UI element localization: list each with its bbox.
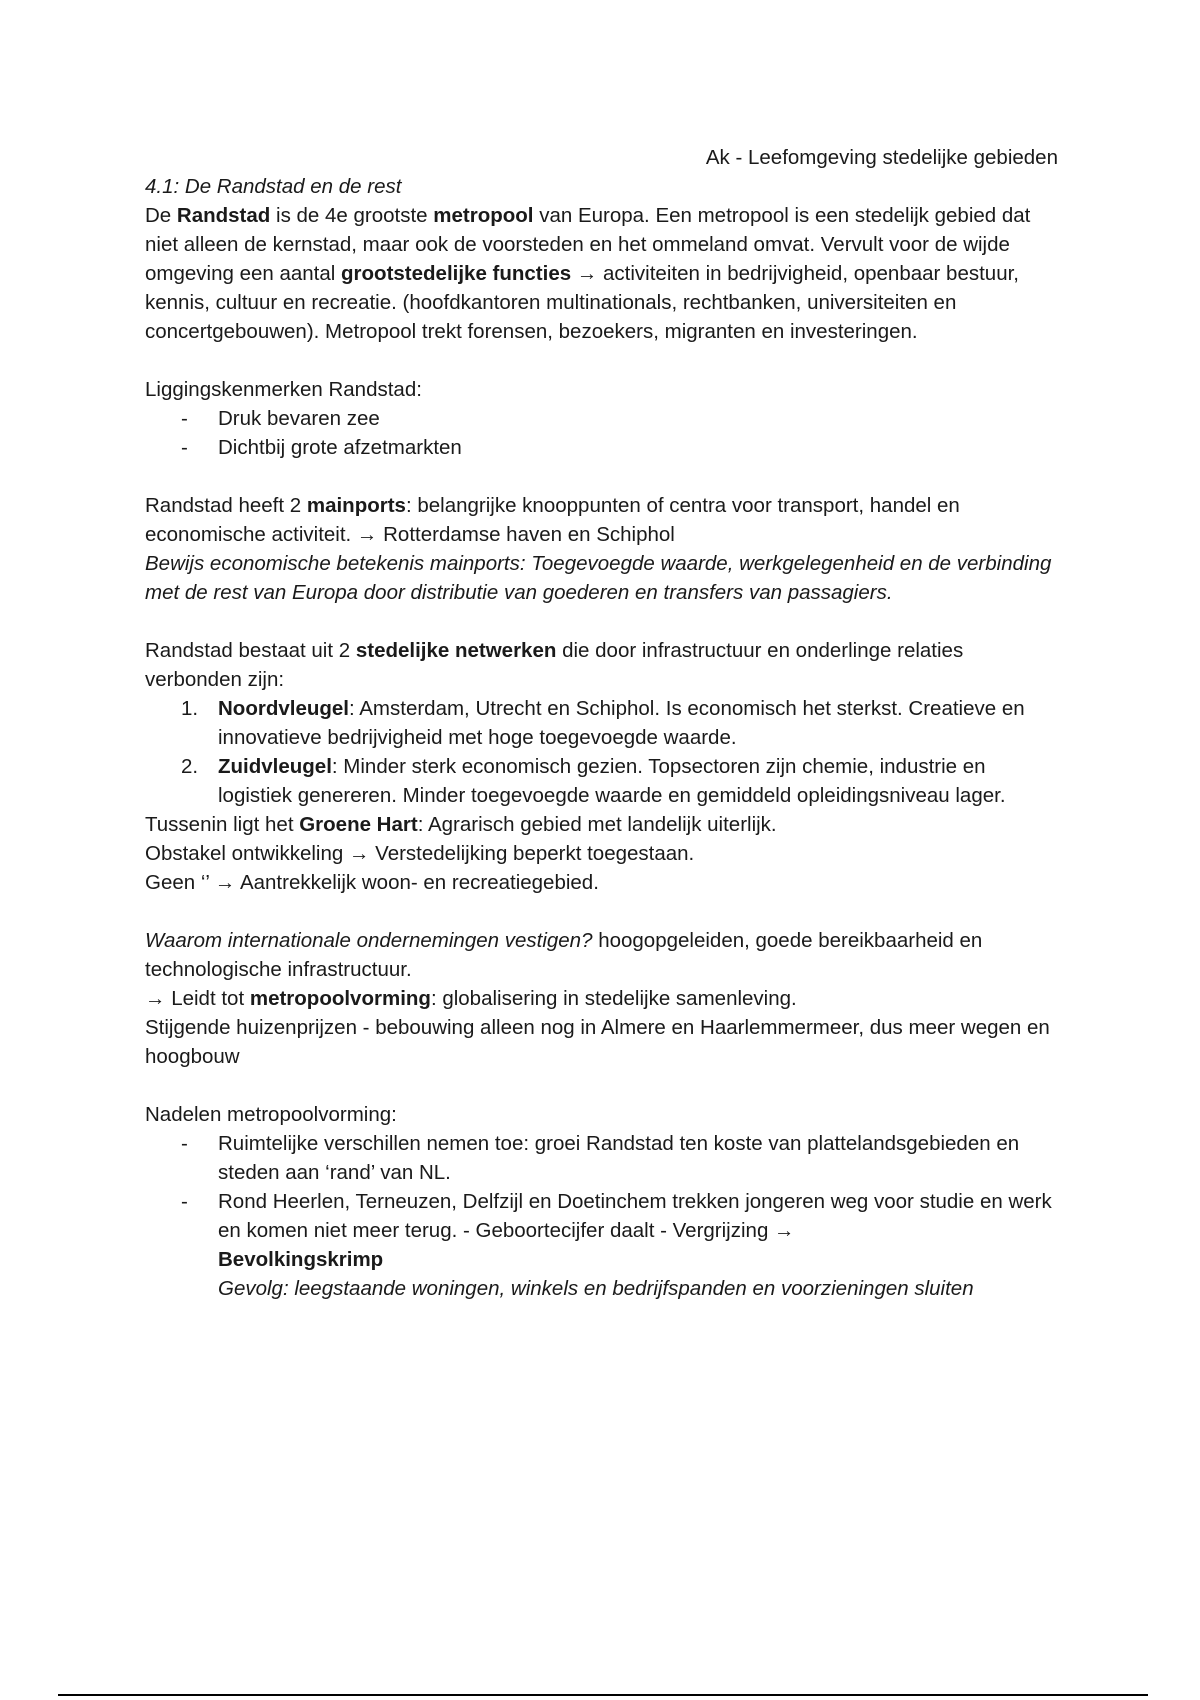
nadelen-list <box>145 1129 1065 1303</box>
page-header-title: Ak - Leefomgeving stedelijke gebieden <box>705 146 1058 169</box>
document-body <box>145 172 1065 1303</box>
mainports-paragraph: Randstad heeft 2 mainports: belangrijke knooppunten of centra voor transport, handel en economische activiteit. → Rotterdamse haven en Schiphol <box>145 494 960 546</box>
groene-hart-line: Tussenin ligt het Groene Hart: Agrarisch gebied met landelijk uiterlijk. <box>145 813 777 836</box>
mainports-proof: Bewijs economische betekenis mainports: Toegevoegde waarde, werkgelegenheid en de verbinding met de rest van Europa door distributie van goederen en transfers van passagiers. <box>145 552 1052 604</box>
ligging-title: Liggingskenmerken Randstad: <box>145 378 422 401</box>
netwerken-list <box>145 694 1065 810</box>
geen-line: Geen ‘’ → Aantrekkelijk woon- en recreatiegebied. <box>145 871 599 894</box>
list-item: - Ruimtelijke verschillen nemen toe: groei Randstad ten koste van plattelandsgebieden en steden aan ‘rand’ van NL. <box>181 1132 1020 1184</box>
list-item: 1. Noordvleugel: Amsterdam, Utrecht en Schiphol. Is economisch het sterkst. Creatieve en innovatieve bedrijvigheid met hoge toegevoegde waarde. <box>181 697 1025 749</box>
metropoolvorming-line: → Leidt tot metropoolvorming: globalisering in stedelijke samenleving. <box>145 987 797 1010</box>
internationaal-paragraph: Waarom internationale ondernemingen vestigen? hoogopgeleiden, goede bereikbaarheid en technologische infrastructuur. <box>145 929 983 981</box>
section-heading: 4.1: De Randstad en de rest <box>145 175 402 198</box>
list-item: 2. Zuidvleugel: Minder sterk economisch gezien. Topsectoren zijn chemie, industrie en logistiek genereren. Minder toegevoegde waarde en gemiddeld opleidingsniveau lager. <box>181 755 1006 807</box>
nadelen-title: Nadelen metropoolvorming: <box>145 1103 397 1126</box>
intro-paragraph: De Randstad is de 4e grootste metropool van Europa. Een metropool is een stedelijk gebied dat niet alleen de kernstad, maar ook de voorsteden en het ommeland omvat. Vervult voor de wijde omgeving een aantal grootstedelijke functies → activiteiten in bedrijvigheid, openbaar bestuur, kennis, cultuur en recreatie. (hoofdkantoren multinationals, rechtbanken, universiteiten en concertgebouwen). Metropool trekt forensen, bezoekers, migranten en investeringen. <box>145 204 1031 343</box>
obstakel-line: Obstakel ontwikkeling → Verstedelijking beperkt toegestaan. <box>145 842 695 865</box>
list-item: - Druk bevaren zee <box>181 407 380 430</box>
netwerken-paragraph: Randstad bestaat uit 2 stedelijke netwerken die door infrastructuur en onderlinge relaties verbonden zijn: <box>145 639 964 691</box>
ligging-list <box>145 404 1065 462</box>
footer-divider <box>58 1694 1148 1696</box>
list-item: - Dichtbij grote afzetmarkten <box>181 436 462 459</box>
list-item: - Rond Heerlen, Terneuzen, Delfzijl en Doetinchem trekken jongeren weg voor studie en werk en komen niet meer terug. - Geboortecijfer daalt - Vergrijzing → Bevolkingskrimp Gevolg: leegstaande woningen, winkels en bedrijfspanden en voorzieningen sluiten <box>181 1190 1052 1300</box>
huizenprijzen-line: Stijgende huizenprijzen - bebouwing alleen nog in Almere en Haarlemmermeer, dus meer wegen en hoogbouw <box>145 1016 1050 1068</box>
